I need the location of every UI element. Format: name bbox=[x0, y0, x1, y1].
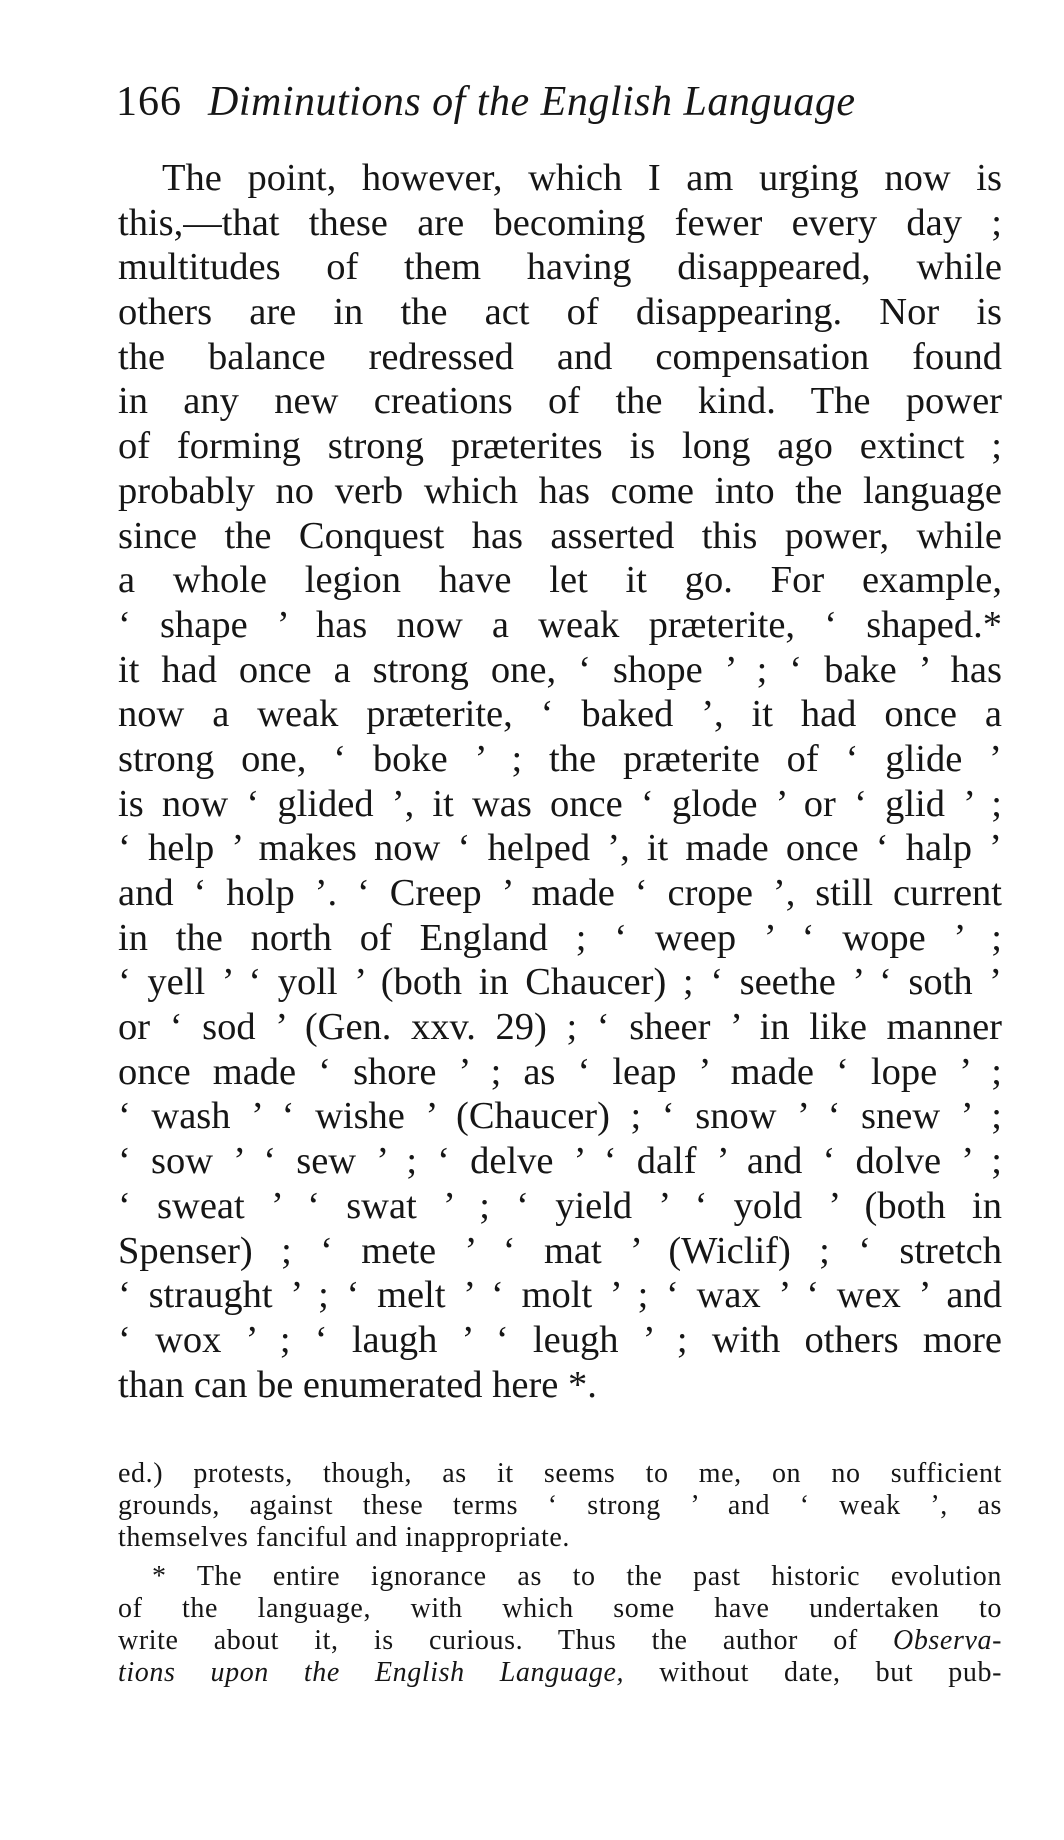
text-line: than can be enumerated here *. bbox=[118, 1363, 597, 1406]
text-line: Spenser) ; ‘ mete ’ ‘ mat ’ (Wiclif) ; ‘ stretch bbox=[118, 1229, 1002, 1272]
text-line: multitudes of them having disappeared, while bbox=[118, 246, 1002, 289]
text-line: is now ‘ glided ’, it was once ‘ glode ’ or ‘ glid ’ ; bbox=[118, 782, 1002, 825]
footnote-line: * The entire ignorance as to the past historic evolution bbox=[152, 1560, 1002, 1592]
text-line: others are in the act of disappearing. Nor is bbox=[118, 291, 1002, 334]
footnote-line: of the language, with which some have undertaken to bbox=[118, 1592, 1002, 1624]
text-line: once made ‘ shore ’ ; as ‘ leap ’ made ‘ lope ’ ; bbox=[118, 1050, 1002, 1093]
book-title-italic: Observa- bbox=[893, 1624, 1002, 1656]
text-line: ‘ wash ’ ‘ wishe ’ (Chaucer) ; ‘ snow ’ ‘ snew ’ ; bbox=[118, 1095, 1002, 1138]
text-line: of forming strong præterites is long ago extinct ; bbox=[118, 425, 1002, 468]
main-paragraph bbox=[118, 156, 1002, 1407]
text-line: ‘ shape ’ has now a weak præterite, ‘ shaped.* bbox=[118, 603, 1002, 646]
text-line: and ‘ holp ’. ‘ Creep ’ made ‘ crope ’, still current bbox=[118, 872, 1002, 914]
text-line: ‘ sow ’ ‘ sew ’ ; ‘ delve ’ ‘ dalf ’ and ‘ dolve ’ ; bbox=[118, 1140, 1002, 1183]
footnotes bbox=[118, 1458, 1002, 1689]
footnote-text: write about it, is curious. Thus the author of bbox=[118, 1624, 893, 1656]
page-number: 166 bbox=[116, 79, 182, 125]
footnote-continued bbox=[118, 1458, 1002, 1555]
running-title: Diminutions of the English Language bbox=[208, 79, 856, 125]
text-line: now a weak præterite, ‘ baked ’, it had once a bbox=[118, 693, 1002, 736]
text-line: since the Conquest has asserted this power, while bbox=[118, 514, 1002, 557]
text-line: ‘ yell ’ ‘ yoll ’ (both in Chaucer) ; ‘ seethe ’ ‘ soth ’ bbox=[118, 961, 1002, 1004]
text-line: ‘ help ’ makes now ‘ helped ’, it made once ‘ halp ’ bbox=[118, 827, 1002, 870]
text-line: in the north of England ; ‘ weep ’ ‘ wope ’ ; bbox=[118, 916, 1002, 959]
text-line: ‘ straught ’ ; ‘ melt ’ ‘ molt ’ ; ‘ wax ’ ‘ wex ’ and bbox=[118, 1274, 1002, 1317]
footnote-line: ed.) protests, though, as it seems to me, on no sufficient bbox=[118, 1458, 1002, 1489]
book-title-italic: tions upon the English Language, bbox=[118, 1657, 625, 1689]
running-header bbox=[116, 72, 996, 132]
text-line: The point, however, which I am urging now is bbox=[162, 157, 1002, 199]
footnote-star bbox=[118, 1561, 1002, 1690]
footnote-line bbox=[118, 1625, 1002, 1657]
footnote-line: themselves fanciful and inappropriate. bbox=[118, 1522, 570, 1554]
text-line: strong one, ‘ boke ’ ; the præterite of ‘ glide ’ bbox=[118, 737, 1002, 780]
footnote-line bbox=[118, 1657, 1002, 1689]
text-line: or ‘ sod ’ (Gen. xxv. 29) ; ‘ sheer ’ in like manner bbox=[118, 1006, 1002, 1049]
text-line: the balance redressed and compensation found bbox=[118, 335, 1002, 378]
footnote-text: without date, but pub- bbox=[624, 1657, 1002, 1689]
text-line: a whole legion have let it go. For example, bbox=[118, 559, 1002, 602]
text-line: ‘ sweat ’ ‘ swat ’ ; ‘ yield ’ ‘ yold ’ (both in bbox=[118, 1184, 1002, 1227]
text-line: this,—that these are becoming fewer every day ; bbox=[118, 201, 1002, 244]
text-line: in any new creations of the kind. The power bbox=[118, 380, 1002, 423]
text-line: it had once a strong one, ‘ shope ’ ; ‘ bake ’ has bbox=[118, 648, 1002, 691]
footnote-line: grounds, against these terms ‘ strong ’ and ‘ weak ’, as bbox=[118, 1490, 1002, 1522]
text-line: ‘ wox ’ ; ‘ laugh ’ ‘ leugh ’ ; with others more bbox=[118, 1318, 1002, 1361]
text-line: probably no verb which has come into the language bbox=[118, 469, 1002, 512]
